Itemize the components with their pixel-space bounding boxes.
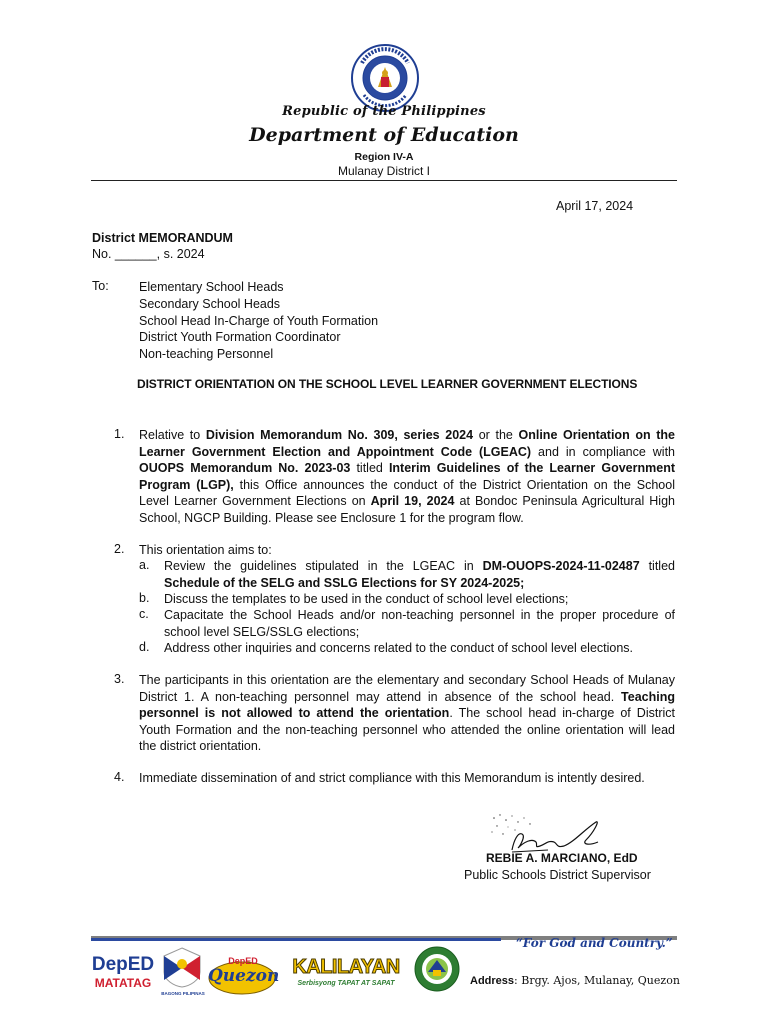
sub-item-label: c. (139, 607, 149, 621)
sub-item-b: Discuss the templates to be used in the conduct of school level elections; (164, 592, 569, 606)
recipient-item: School Head In-Charge of Youth Formation (139, 313, 379, 328)
district-heading: Mulanay District I (337, 164, 431, 178)
to-label: To: (92, 279, 109, 293)
recipient-item: District Youth Formation Coordinator (139, 330, 341, 345)
paragraph-4: Immediate dissemination of and strict compliance with this Memorandum is intently desired. (139, 771, 645, 785)
sub-item-c: Capacitate the School Heads and/or non-teaching personnel in the proper procedure of school level SELG/SSLG elections; (164, 608, 675, 639)
republic-heading: Republic of the Philippines (282, 104, 486, 119)
signatory-title: Public Schools District Supervisor (464, 868, 651, 882)
footer-divider-accent (91, 938, 501, 941)
bagong-pilipinas-logo: BAGONG PILIPINAS (160, 946, 206, 998)
recipient-item: Secondary School Heads (139, 296, 281, 311)
memo-number: No. ______, s. 2024 (92, 247, 205, 261)
footer-motto: “For God and Country.” (516, 936, 673, 950)
deped-seal-icon (350, 43, 420, 113)
paragraph-2-intro: This orientation aims to: (139, 543, 272, 557)
sub-item-label: d. (139, 640, 150, 654)
memo-title: District MEMORANDUM (92, 231, 233, 245)
deped-matatag-logo: DepED MATATAG (91, 954, 155, 990)
recipient-item: Non-teaching Personnel (139, 347, 274, 362)
memo-subject: DISTRICT ORIENTATION ON THE SCHOOL LEVEL LEARNER GOVERNMENT ELECTIONS (137, 377, 638, 391)
item-number: 3. (114, 672, 125, 686)
bagong-pilipinas-icon (160, 946, 204, 988)
deped-quezon-logo: DepED Quezon (208, 946, 278, 998)
department-heading: Department of Education (249, 124, 519, 146)
sub-item-label: a. (139, 558, 150, 572)
district-seal-icon (414, 946, 460, 992)
footer-address: Address: Brgy. Ajos, Mulanay, Quezon (470, 974, 680, 987)
item-number: 4. (114, 770, 125, 784)
sub-item-a: Review the guidelines stipulated in the LGEAC in DM-OUOPS-2024-11-02487 titled Schedule of the SELG and SSLG Elections for SY 2024-2025; (164, 559, 675, 590)
recipient-list (139, 279, 378, 363)
sub-item-d: Address other inquiries and concerns related to the conduct of school level elections. (164, 641, 634, 655)
signatory-name: REBIE A. MARCIANO, EdD (486, 851, 638, 865)
paragraph-1: Relative to Division Memorandum No. 309, series 2024 or the Online Orientation on the Learner Government Election and Appointment Code (LGEAC) and in compliance with OUOPS Memorandum No. 2023-03 titled Interim Guidelines of the Learner Government Program (LGP), this Office announces the conduct of the District Orientation on the School Level Learner Government Elections on April 19, 2024 at Bondoc Peninsula Agricultural High School, NGCP Building. Please see Enclosure 1 for the program flow. (139, 428, 676, 525)
kalilayan-logo: KALILAYAN Serbisyong TAPAT AT SAPAT (292, 956, 400, 987)
recipient-item: Elementary School Heads (139, 280, 284, 294)
sub-item-label: b. (139, 591, 150, 605)
header-divider (91, 180, 677, 181)
paragraph-3: The participants in this orientation are the elementary and secondary School Heads of Mulanay District 1. A non-teaching personnel may attend in absence of the school head. Teaching personnel is not allowed to attend the orientation. The school head in-charge of District Youth Formation and the non-teaching personnel who attended the online orientation will lead the district orientation. (139, 673, 675, 754)
item-number: 2. (114, 542, 125, 556)
memo-date: April 17, 2024 (556, 199, 634, 213)
region-heading: Region IV-A (354, 151, 414, 163)
item-number: 1. (114, 427, 125, 441)
